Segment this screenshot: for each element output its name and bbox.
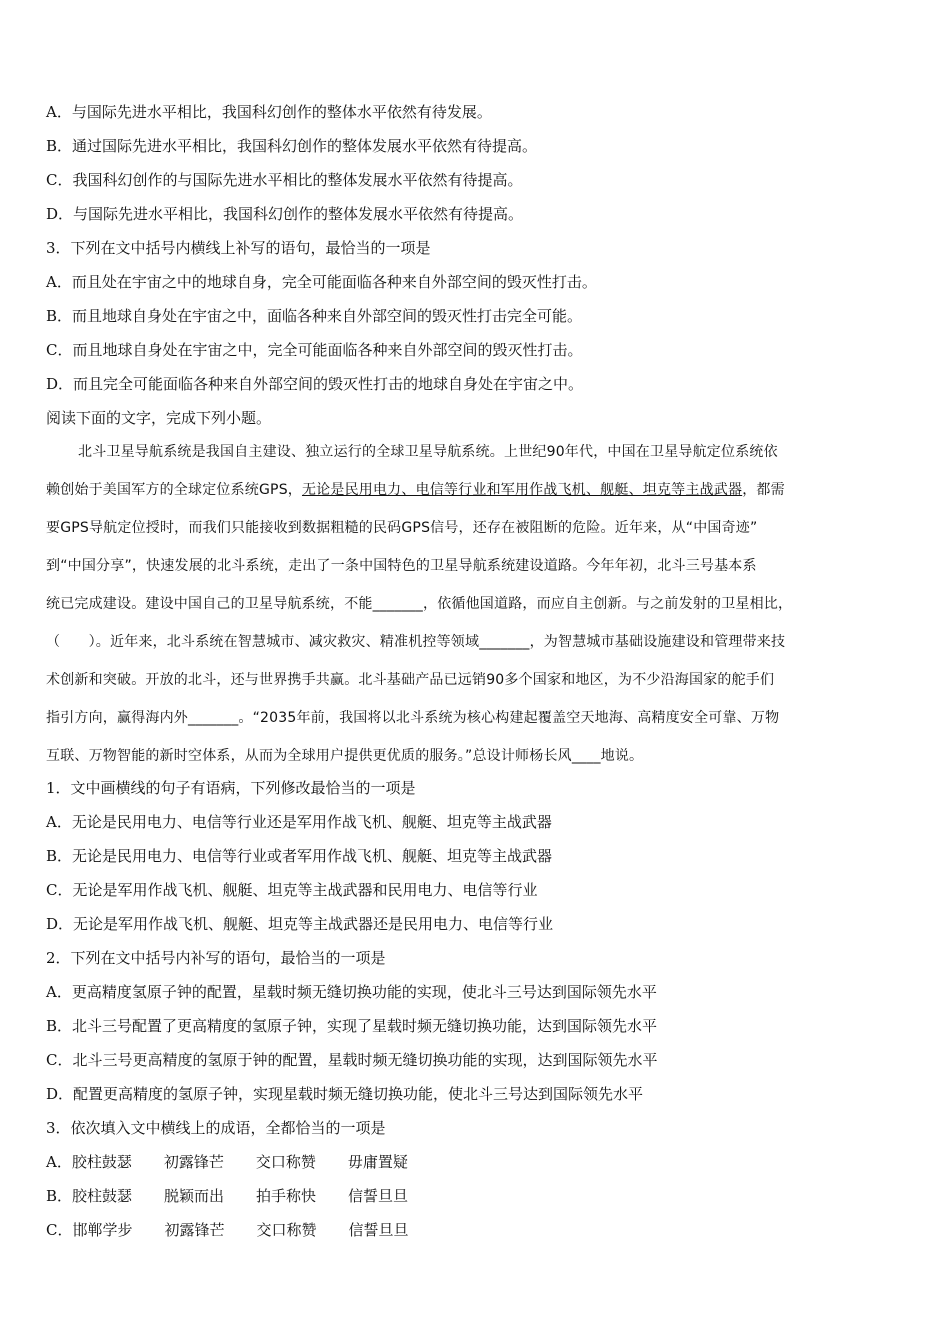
passage-line: 术创新和突破。开放的北斗，还与世界携手共赢。北斗基础产品已远销90多个国家和地区，为不少沿海国家的舵手们	[46, 672, 775, 688]
passage-line: 互联、万物智能的新时空体系，从而为全球用户提供更优质的服务。”总设计师杨长风____地说。	[46, 748, 644, 764]
q2-option-c: C．北斗三号更高精度的氢原于钟的配置，星载时频无缝切换功能的实现，达到国际领先水平	[46, 1051, 658, 1069]
q2-option-b: B．北斗三号配置了更高精度的氢原子钟，实现了星载时频无缝切换功能，达到国际领先水平	[46, 1017, 658, 1035]
passage-line: 北斗卫星导航系统是我国自主建设、独立运行的全球卫星导航系统。上世纪90年代，中国在卫星导航定位系统依	[78, 444, 778, 460]
prev-q3-option-a: A．而且处在宇宙之中的地球自身，完全可能面临各种来自外部空间的毁灭性打击。	[46, 273, 597, 291]
q1-question: 1．文中画横线的句子有语病，下列修改最恰当的一项是	[46, 779, 416, 797]
q3-option-c: C．邯郸学步 初露锋芒 交口称赞 信誓旦旦	[46, 1221, 409, 1239]
q1-option-b: B．无论是民用电力、电信等行业或者军用作战飞机、舰艇、坦克等主战武器	[46, 847, 553, 865]
q1-option-a: A．无论是民用电力、电信等行业还是军用作战飞机、舰艇、坦克等主战武器	[46, 813, 552, 831]
prev-q3-option-c: C．而且地球自身处在宇宙之中，完全可能面临各种来自外部空间的毁灭性打击。	[46, 341, 583, 359]
passage-line: 统已完成建设。建设中国自己的卫星导航系统，不能_______，依循他国道路，而应自主创新。与之前发射的卫星相比，	[46, 596, 793, 612]
q1-option-c: C．无论是军用作战飞机、舰艇、坦克等主战武器和民用电力、电信等行业	[46, 881, 538, 899]
passage-line: （ ）。近年来，北斗系统在智慧城市、减灾救灾、精准机控等领域_______，为智慧城市基础设施建设和管理带来技	[46, 634, 786, 650]
q2-option-d: D．配置更高精度的氢原子钟，实现星载时频无缝切换功能，使北斗三号达到国际领先水平	[46, 1085, 644, 1103]
prev-q3-question: 3．下列在文中括号内横线上补写的语句，最恰当的一项是	[46, 239, 431, 257]
prev-q3-option-b: B．而且地球自身处在宇宙之中，面临各种来自外部空间的毁灭性打击完全可能。	[46, 307, 583, 325]
q3-question: 3．依次填入文中横线上的成语，全都恰当的一项是	[46, 1119, 386, 1137]
reading-instruction: 阅读下面的文字，完成下列小题。	[46, 409, 272, 427]
q1-option-d: D．无论是军用作战飞机、舰艇、坦克等主战武器还是民用电力、电信等行业	[46, 915, 554, 933]
prev-q2-option-b: B．通过国际先进水平相比，我国科幻创作的整体发展水平依然有待提高。	[46, 137, 538, 155]
q3-option-a: A．胶柱鼓瑟 初露锋芒 交口称赞 毋庸置疑	[46, 1153, 408, 1171]
prev-q2-option-a: A．与国际先进水平相比，我国科幻创作的整体水平依然有待发展。	[46, 103, 492, 121]
passage-line: 到“中国分享”，快速发展的北斗系统，走出了一条中国特色的卫星导航系统建设道路。今年年初，北斗三号基本系	[46, 558, 757, 574]
passage-line: 要GPS导航定位授时，而我们只能接收到数据粗糙的民码GPS信号，还存在被阻断的危险。近年来，从“中国奇迹”	[46, 520, 758, 536]
passage-line: 指引方向，赢得海内外_______。“2035年前，我国将以北斗系统为核心构建起覆盖空天地海、高精度安全可靠、万物	[46, 710, 780, 726]
passage-line: 赖创始于美国军方的全球定位系统GPS，无论是民用电力、电信等行业和军用作战飞机、舰艇、坦克等主战武器，都需	[46, 482, 785, 498]
underlined-sentence: 无论是民用电力、电信等行业和军用作战飞机、舰艇、坦克等主战武器	[301, 482, 743, 498]
q2-option-a: A．更高精度氢原子钟的配置，星载时频无缝切换功能的实现，使北斗三号达到国际领先水平	[46, 983, 657, 1001]
prev-q2-option-c: C．我国科幻创作的与国际先进水平相比的整体发展水平依然有待提高。	[46, 171, 523, 189]
q2-question: 2．下列在文中括号内补写的语句，最恰当的一项是	[46, 949, 386, 967]
prev-q3-option-d: D．而且完全可能面临各种来自外部空间的毁灭性打击的地球自身处在宇宙之中。	[46, 375, 584, 393]
q3-option-b: B．胶柱鼓瑟 脱颖而出 拍手称快 信誓旦旦	[46, 1187, 409, 1205]
prev-q2-option-d: D．与国际先进水平相比，我国科幻创作的整体发展水平依然有待提高。	[46, 205, 524, 223]
